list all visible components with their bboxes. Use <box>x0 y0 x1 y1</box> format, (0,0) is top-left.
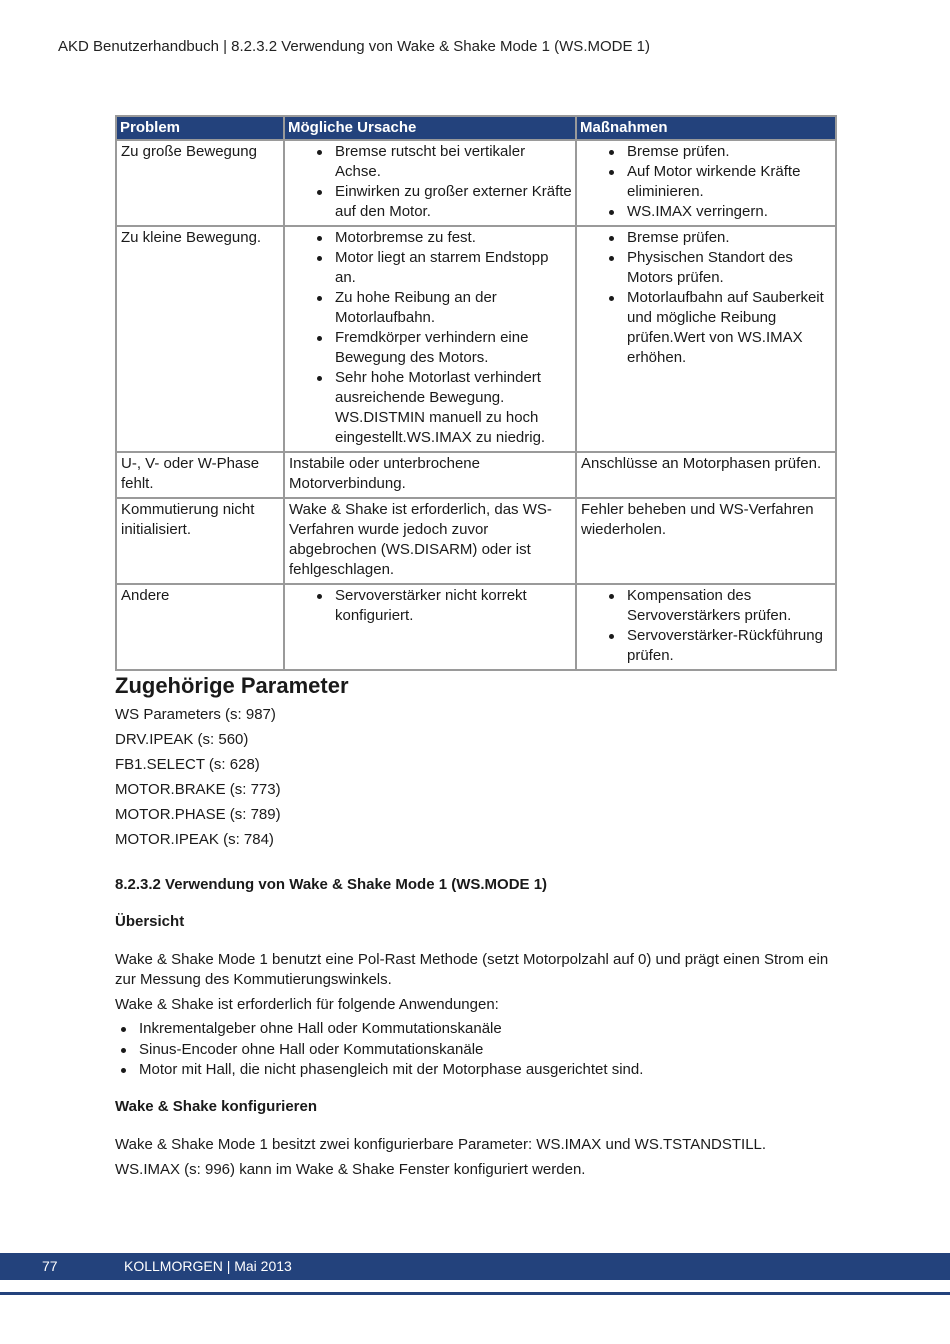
table-header-row <box>116 116 836 140</box>
troubleshooting-table <box>115 115 837 671</box>
application-bullet-list <box>115 1019 643 1081</box>
table-row <box>116 452 836 498</box>
list-item: Motor mit Hall, die nicht phasengleich mit der Motorphase ausgerichtet sind. <box>115 1060 643 1081</box>
overview-paragraph: Wake & Shake Mode 1 benutzt eine Pol-Rast Methode (setzt Motorpolzahl auf 0) und prägt einen Strom ein zur Messung des Kommutierungswinkels. <box>115 951 829 988</box>
problem-cell: Zu große Bewegung <box>116 140 284 226</box>
list-item: Physischen Standort des Motors prüfen. <box>627 248 832 288</box>
config-paragraph-window: WS.IMAX (s: 996) kann im Wake & Shake Fenster konfiguriert werden. <box>115 1161 586 1178</box>
page-number: 77 <box>42 1258 58 1274</box>
table-row <box>116 498 836 584</box>
parameter-link-motor-ipeak[interactable]: MOTOR.IPEAK (s: 784) <box>115 831 274 848</box>
cause-cell: Wake & Shake ist erforderlich, das WS-Verfahren wurde jedoch zuvor abgebrochen (WS.DISARM) oder ist fehlgeschlagen. <box>284 498 576 584</box>
measures-cell: Anschlüsse an Motorphasen prüfen. <box>576 452 836 498</box>
list-item: Fremdkörper verhindern eine Bewegung des Motors. <box>335 328 572 368</box>
column-header-measures: Maßnahmen <box>576 116 836 140</box>
config-paragraph: Wake & Shake Mode 1 besitzt zwei konfigurierbare Parameter: WS.IMAX und WS.TSTANDSTILL. <box>115 1136 767 1153</box>
table-row <box>116 226 836 452</box>
parameter-link-drv-ipeak[interactable]: DRV.IPEAK (s: 560) <box>115 731 249 748</box>
list-item: Motor liegt an starrem Endstopp an. <box>335 248 572 288</box>
overview-intro-paragraph: Wake & Shake ist erforderlich für folgende Anwendungen: <box>115 996 499 1013</box>
cause-cell <box>284 140 576 226</box>
measures-cell: Fehler beheben und WS-Verfahren wiederholen. <box>576 498 836 584</box>
measures-cell <box>576 140 836 226</box>
measures-list <box>581 586 832 666</box>
list-item: Bremse prüfen. <box>627 228 832 248</box>
measures-list <box>581 142 832 222</box>
measures-cell <box>576 226 836 452</box>
footer-company: KOLLMORGEN | Mai 2013 <box>124 1258 292 1274</box>
column-header-cause: Mögliche Ursache <box>284 116 576 140</box>
parameter-link-fb1-select[interactable]: FB1.SELECT (s: 628) <box>115 756 260 773</box>
problem-cell: Zu kleine Bewegung. <box>116 226 284 452</box>
cause-cell: Instabile oder unterbrochene Motorverbindung. <box>284 452 576 498</box>
cause-list <box>289 142 572 222</box>
list-item: WS.IMAX verringern. <box>627 202 832 222</box>
footer-divider <box>0 1292 950 1295</box>
list-item: Servoverstärker nicht korrekt konfiguriert. <box>335 586 572 626</box>
cause-list <box>289 586 572 626</box>
list-item: Servoverstärker-Rückführung prüfen. <box>627 626 832 666</box>
parameter-link-motor-phase[interactable]: MOTOR.PHASE (s: 789) <box>115 806 281 823</box>
cause-cell <box>284 584 576 670</box>
config-heading: Wake & Shake konfigurieren <box>115 1098 318 1115</box>
list-item: Motorlaufbahn auf Sauberkeit und mögliche Reibung prüfen.Wert von WS.IMAX erhöhen. <box>627 288 832 368</box>
list-item: Inkrementalgeber ohne Hall oder Kommutationskanäle <box>115 1019 643 1040</box>
table-row <box>116 584 836 670</box>
page-header-title: AKD Benutzerhandbuch | 8.2.3.2 Verwendung von Wake & Shake Mode 1 (WS.MODE 1) <box>58 38 650 55</box>
cause-list <box>289 228 572 448</box>
list-item: Einwirken zu großer externer Kräfte auf den Motor. <box>335 183 572 220</box>
parameter-link-ws-parameters[interactable]: WS Parameters (s: 987) <box>115 706 276 723</box>
list-item: Bremse prüfen. <box>627 142 832 162</box>
problem-cell: Andere <box>116 584 284 670</box>
list-item: Zu hohe Reibung an der Motorlaufbahn. <box>335 288 572 328</box>
list-item: Motorbremse zu fest. <box>335 228 572 248</box>
measures-cell <box>576 584 836 670</box>
section-title: 8.2.3.2 Verwendung von Wake & Shake Mode 1 (WS.MODE 1) <box>115 876 548 893</box>
list-item: Auf Motor wirkende Kräfte eliminieren. <box>627 162 832 202</box>
overview-heading: Übersicht <box>115 913 185 930</box>
problem-cell: Kommutierung nicht initialisiert. <box>116 498 284 584</box>
measures-list <box>581 228 832 368</box>
table-row <box>116 140 836 226</box>
list-item: Kompensation des Servoverstärkers prüfen. <box>627 586 832 626</box>
parameter-link-motor-brake[interactable]: MOTOR.BRAKE (s: 773) <box>115 781 281 798</box>
cause-cell <box>284 226 576 452</box>
related-parameters-list <box>115 705 281 855</box>
list-item: Sinus-Encoder ohne Hall oder Kommutationskanäle <box>115 1040 643 1061</box>
related-parameters-heading: Zugehörige Parameter <box>115 673 349 698</box>
footer-bar <box>0 1253 950 1280</box>
list-item: Bremse rutscht bei vertikaler Achse. <box>335 142 572 182</box>
list-item: Sehr hohe Motorlast verhindert ausreichende Bewegung. WS.DISTMIN manuell zu hoch eingestellt.WS.IMAX zu niedrig. <box>335 368 572 448</box>
problem-cell: U-, V- oder W-Phase fehlt. <box>116 452 284 498</box>
column-header-problem: Problem <box>116 116 284 140</box>
